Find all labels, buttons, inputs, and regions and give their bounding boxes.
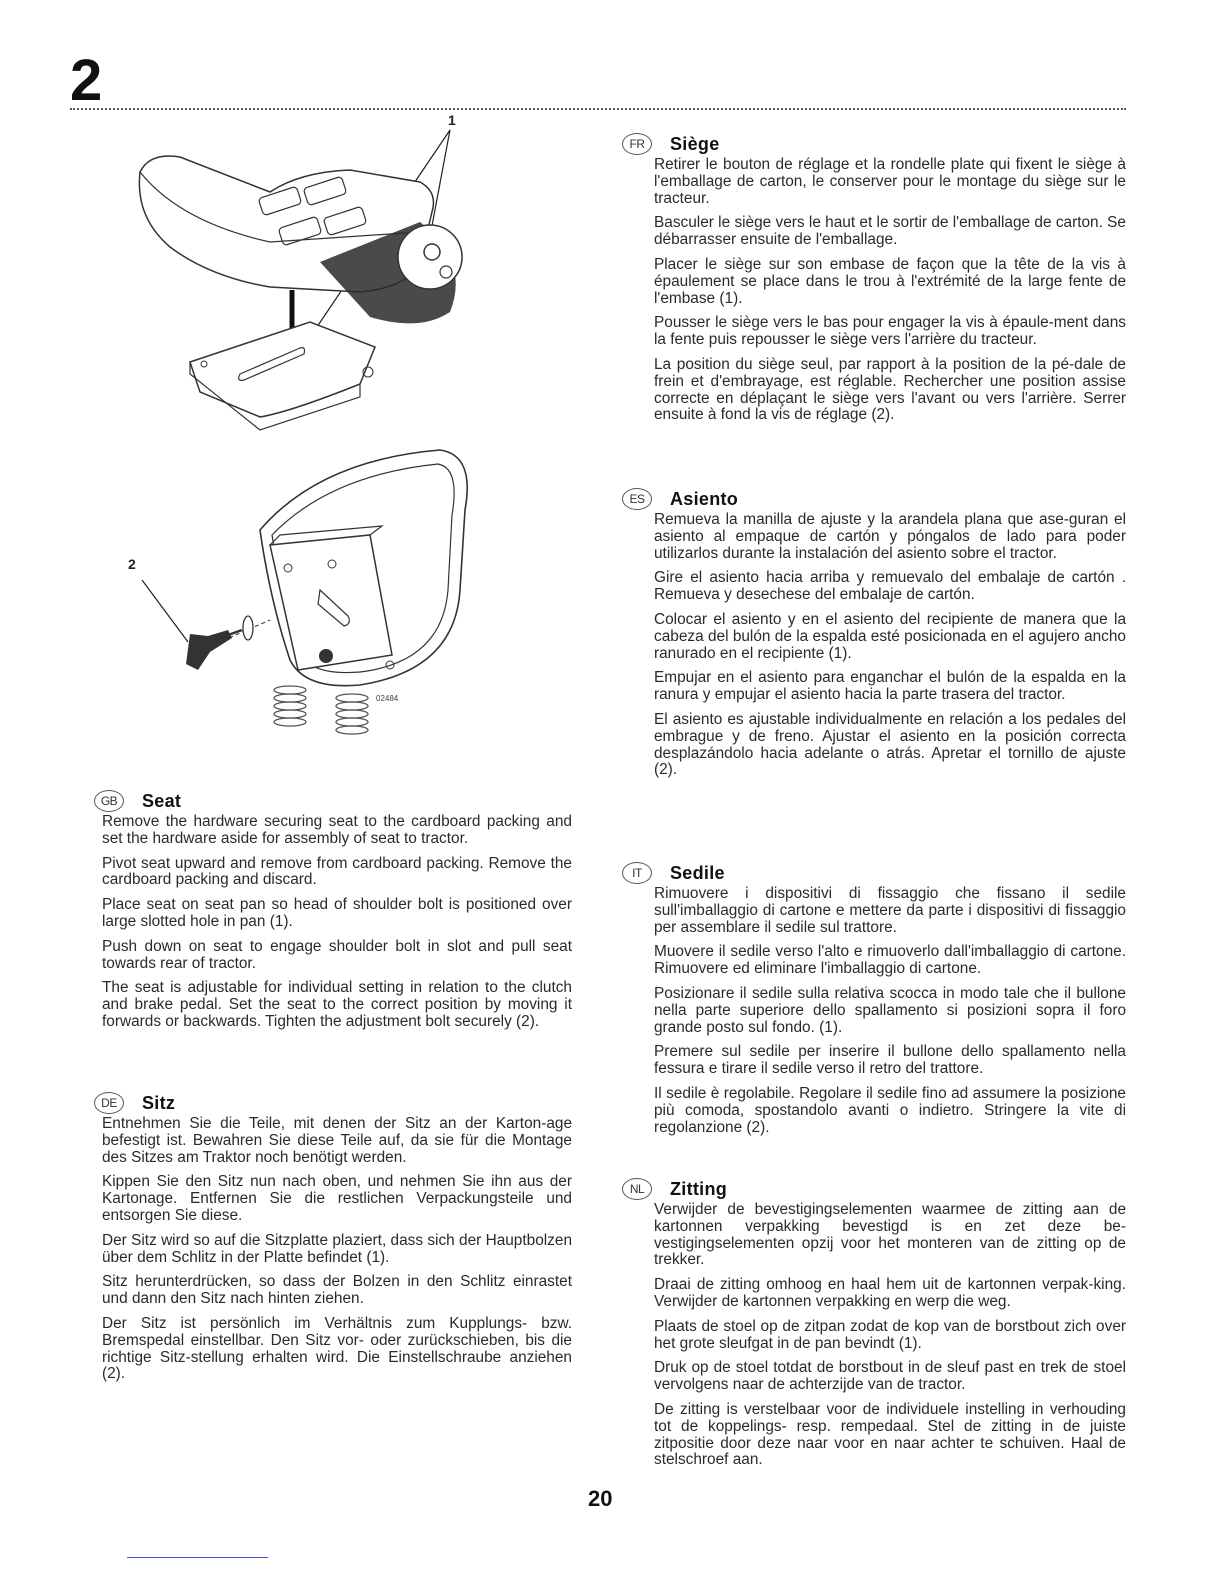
paragraph: Pivot seat upward and remove from cardboard packing. Remove the cardboard packing and discard.: [102, 854, 572, 889]
paragraph: Rimuovere i dispositivi di fissaggio che fissano il sedile sull'imballaggio di cartone e mettere da parte i dispositivi di fissaggio per assemblare il sedile sul trattore.: [654, 885, 1126, 936]
section-header: [622, 862, 1126, 884]
paragraph: Placer le siège sur son embase de façon que la tête de la vis à épaulement se place dans le trou à l'extrémité de la large fente de l'embase (1).: [654, 255, 1126, 307]
figure-code: 02484: [376, 694, 399, 703]
section-de: [94, 1092, 572, 1391]
section-title: Seat: [142, 790, 182, 811]
paragraph: Premere sul sedile per inserire il bullone dello spallamento nella fessura e tirare il sedile verso il retro del trattore.: [654, 1043, 1126, 1078]
paragraph: Gire el asiento hacia arriba y remuevalo del embalaje de cartón . Remueva y desechese del embalaje de cartón.: [654, 569, 1126, 604]
header-divider: [70, 108, 1126, 110]
section-fr: [622, 133, 1126, 432]
figure-callout-1: 1: [448, 112, 456, 128]
chapter-number: 2: [70, 48, 101, 113]
paragraph: Place seat on seat pan so head of shoulder bolt is positioned over large slotted hole in pan (1).: [102, 896, 572, 930]
seat-pan-illustration: [120, 112, 480, 432]
seat-adjustment-figure: [120, 440, 480, 740]
paragraph: Basculer le siège vers le haut et le sortir de l'emballage de carton. Se débarrasser ensuite de l'emballage.: [654, 214, 1126, 249]
language-badge: FR: [622, 133, 652, 155]
paragraph: Empujar en el asiento para enganchar el bulón de la espalda en la ranura y empujar el asiento hacia la parte trasera del tractor.: [654, 669, 1126, 704]
seat-underside-illustration: [120, 440, 480, 740]
section-title: Sitz: [142, 1092, 176, 1113]
section-header: [622, 488, 1126, 510]
page-number: 20: [588, 1486, 613, 1511]
section-es: [622, 488, 1126, 787]
paragraph: Retirer le bouton de réglage et la rondelle plate qui fixent le siège à l'emballage de carton, le conserver pour le montage du siège sur le tracteur.: [654, 156, 1126, 207]
paragraph: Draai de zitting omhoog en haal hem uit de kartonnen verpak-king. Verwijder de kartonnen verpakking en werp die weg.: [654, 1276, 1126, 1310]
figure-callout-2: 2: [128, 556, 136, 572]
paragraph: Sitz herunterdrücken, so dass der Bolzen in den Schlitz einrastet und dann den Sitz nach hinten ziehen.: [102, 1273, 572, 1308]
paragraph: Kippen Sie den Sitz nun nach oben, und nehmen Sie ihn aus der Kartonage. Entfernen Sie die restlichen Verpackungsteile und entsorgen Sie diese.: [102, 1173, 572, 1224]
paragraph: Push down on seat to engage shoulder bolt in slot and pull seat towards rear of tractor.: [102, 937, 572, 972]
language-badge: DE: [94, 1092, 124, 1114]
paragraph: The seat is adjustable for individual setting in relation to the clutch and brake pedal. Set the seat to the correct position by moving it forwards or backwards. Tighten the adjustment bolt securely (2).: [102, 979, 572, 1030]
section-header: [94, 1092, 572, 1114]
section-gb: [94, 790, 572, 1039]
section-nl: [622, 1178, 1126, 1477]
language-badge: GB: [94, 790, 124, 812]
paragraph: Verwijder de bevestigingselementen waarmee de zitting aan de kartonnen verpakking bevestigd is en zet deze be-vestigingselementen opzij voor het monteren van de zitting op de trekker.: [654, 1201, 1126, 1269]
section-title: Asiento: [670, 488, 739, 509]
paragraph: Der Sitz wird so auf die Sitzplatte plaziert, dass sich der Hauptbolzen über dem Schlitz in der Platte befindet (1).: [102, 1231, 572, 1266]
section-header: [622, 133, 1126, 155]
paragraph: Remueva la manilla de ajuste y la arandela plana que ase-guran el asiento al empaque de cartón y póngalos de lado para poder utilizarlos durante la instalación del asiento sobre el tractor.: [654, 511, 1126, 562]
section-it: [622, 862, 1126, 1144]
paragraph: Druk op de stoel totdat de borstbout in de sleuf past en trek de stoel vervolgens naar de achterzijde van de tractor.: [654, 1359, 1126, 1394]
footer-rule: [127, 1557, 268, 1558]
paragraph: Pousser le siège vers le bas pour engager la vis à épaule-ment dans la fente puis repousser le siège vers l'arrière du tracteur.: [654, 314, 1126, 349]
language-badge: NL: [622, 1178, 652, 1200]
paragraph: Remove the hardware securing seat to the cardboard packing and set the hardware aside for assembly of seat to tractor.: [102, 813, 572, 847]
seat-installation-figure: [120, 112, 480, 432]
section-title: Siège: [670, 133, 720, 154]
section-title: Sedile: [670, 862, 725, 883]
language-badge: ES: [622, 488, 652, 510]
paragraph: El asiento es ajustable individualmente en relación a los pedales del embrague y de freno. Ajustar el asiento en la posición correcta desplazándolo hacia adelante o atrás. Apretar el tornillo de ajuste (2).: [654, 710, 1126, 779]
paragraph: Entnehmen Sie die Teile, mit denen der Sitz an der Karton-age befestigt ist. Bewahren Sie diese Teile auf, da sie für die Montage des Sitzes am Traktor noch benötigt werden.: [102, 1115, 572, 1166]
section-title: Zitting: [670, 1178, 728, 1199]
paragraph: La position du siège seul, par rapport à la position de la pé-dale de frein et d'embrayage, est réglable. Rechercher une position assise correcte en déplaçant le siège vers l'avant ou vers l'arrière. Serrer ensuite à fond la vis de réglage (2).: [654, 355, 1126, 424]
paragraph: Der Sitz ist persönlich im Verhältnis zum Kupplungs- bzw. Bremspedal einstellbar. Den Sitz vor- oder zurückschieben, bis die richtige Sitz-stellung erhalten wird. Die Einstellschraube anziehen (2).: [102, 1314, 572, 1383]
paragraph: Plaats de stoel op de zitpan zodat de kop van de borstbout zich over het grote sleufgat in de pan bevindt (1).: [654, 1317, 1126, 1352]
section-header: [94, 790, 572, 812]
paragraph: Colocar el asiento y en el asiento del recipiente de manera que la cabeza del bulón de la espalda esté posicionada en el agujero ancho ranurado en el recipiente (1).: [654, 610, 1126, 662]
paragraph: Muovere il sedile verso l'alto e rimuoverlo dall'imballaggio di cartone. Rimuovere ed eliminare l'imballaggio di cartone.: [654, 943, 1126, 978]
paragraph: Il sedile è regolabile. Regolare il sedile fino ad assumere la posizione più comoda, spostandolo avanti o indietro. Stringere la vite di regolanzione (2).: [654, 1084, 1126, 1136]
section-header: [622, 1178, 1126, 1200]
paragraph: De zitting is verstelbaar voor de individuele instelling in verhouding tot de koppelings- resp. rempedaal. Stel de zitting in de juiste zitpositie door deze naar voor en naar achter te schuiven. Haal de stelschroef aan.: [654, 1400, 1126, 1469]
paragraph: Posizionare il sedile sulla relativa scocca in modo tale che il bullone nella parte superiore dello spallamento si posizioni sopra il foro grande posto sul fondo. (1).: [654, 984, 1126, 1036]
language-badge: IT: [622, 862, 652, 884]
